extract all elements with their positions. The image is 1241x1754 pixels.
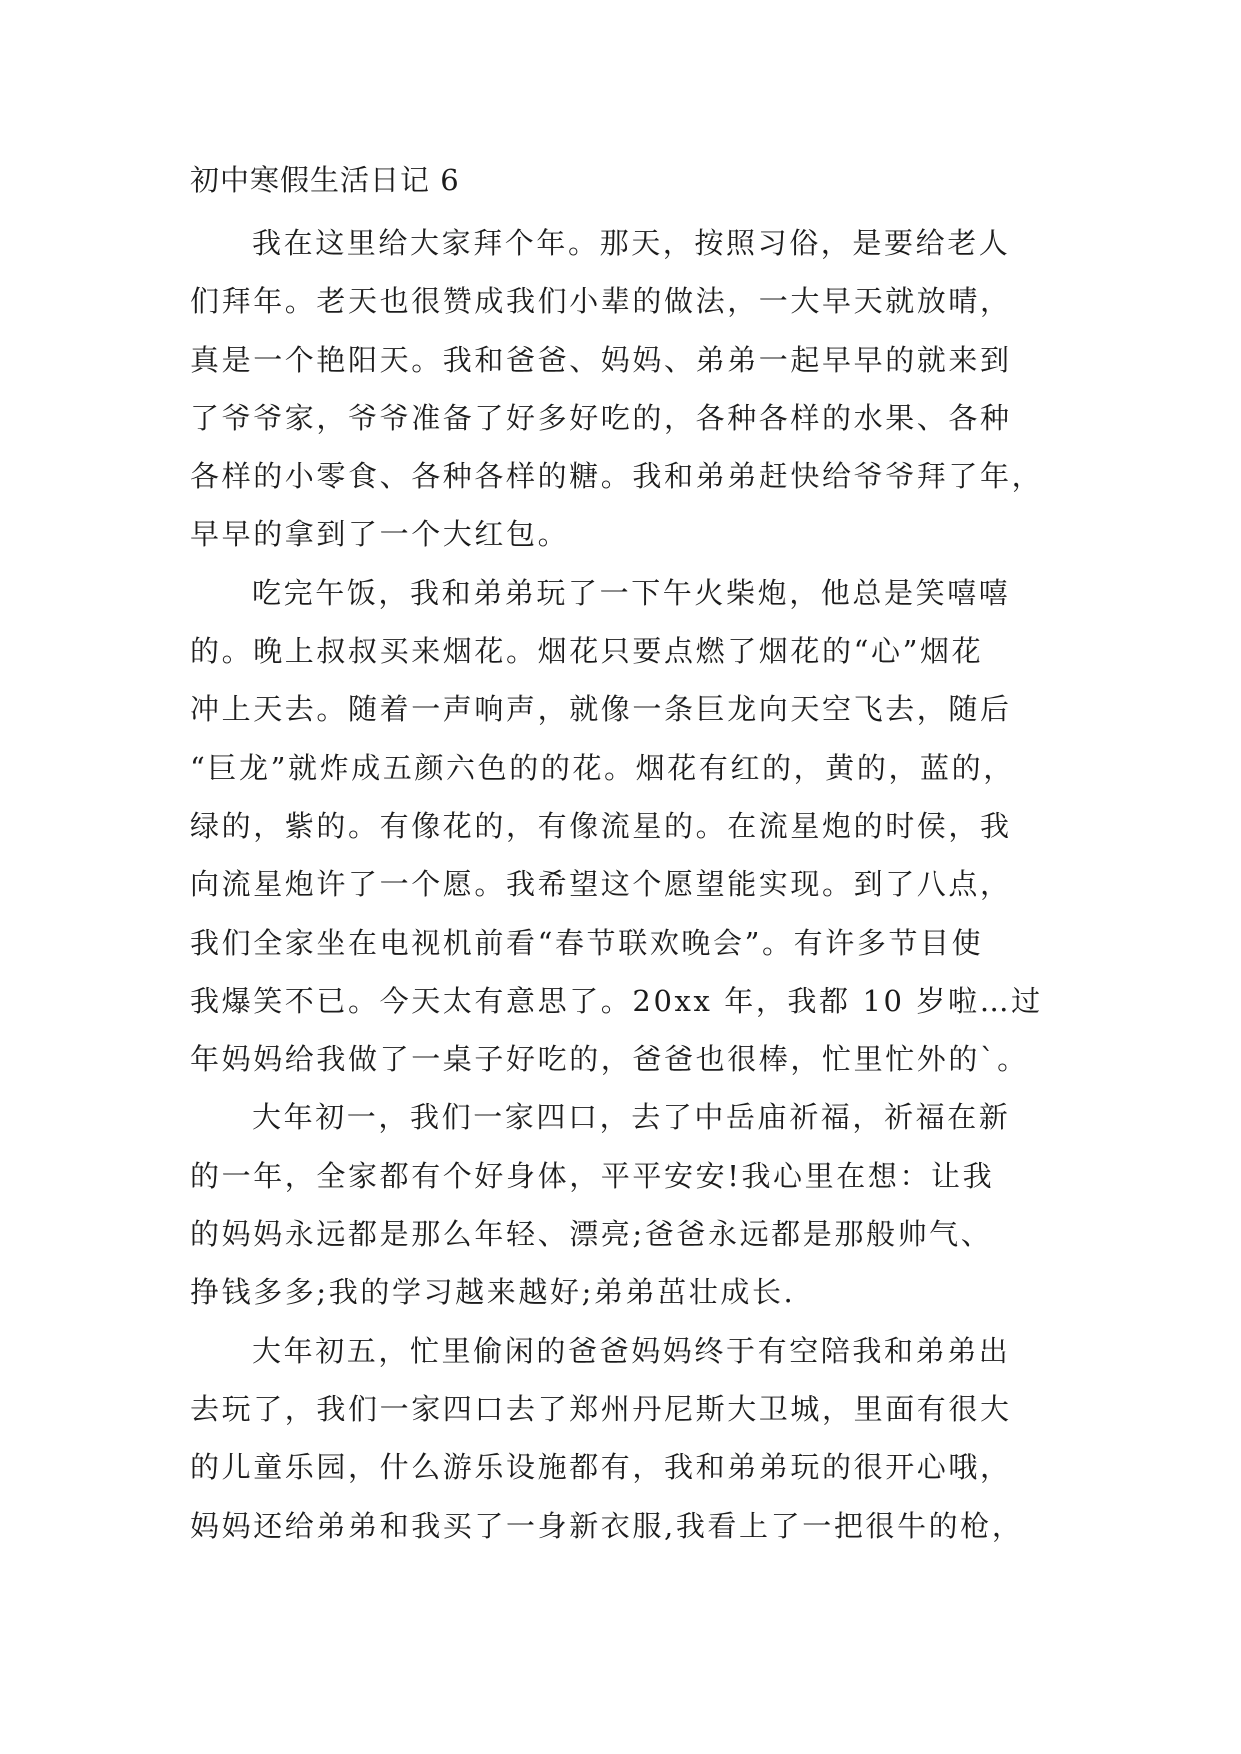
document-body (190, 160, 1050, 1555)
text-line: 我在这里给大家拜个年。那天，按照习俗，是要给老人 (252, 226, 1011, 260)
text-line: “巨龙”就炸成五颜六色的的花。烟花有红的，黄的，蓝的， (190, 750, 1015, 785)
document-title: 初中寒假生活日记 6 (190, 163, 460, 197)
paragraph-3 (190, 1088, 1050, 1321)
text-line: 挣钱多多;我的学习越来越好;弟弟茁壮成长. (190, 1275, 796, 1310)
text-line: 去玩了，我们一家四口去了郑州丹尼斯大卫城，里面有很大 (190, 1391, 1012, 1426)
text-line: 早早的拿到了一个大红包。 (190, 517, 570, 552)
text-line: 我们全家坐在电视机前看“春节联欢晚会”。有许多节目使 (190, 925, 984, 960)
text-line: 的妈妈永远都是那么年轻、漂亮;爸爸永远都是那般帅气、 (190, 1217, 993, 1252)
text-line: 的。晚上叔叔买来烟花。烟花只要点燃了烟花的“心”烟花 (190, 634, 984, 669)
text-line: 我爆笑不已。今天太有意思了。20xx 年，我都 10 岁啦…过 (190, 983, 1043, 1018)
text-line: 绿的，紫的。有像花的，有像流星的。在流星炮的时侯，我 (190, 808, 1012, 843)
text-line: 各样的小零食、各种各样的糖。我和弟弟赶快给爷爷拜了年， (190, 459, 1044, 494)
text-line: 大年初一，我们一家四口，去了中岳庙祈福，祈福在新 (252, 1100, 1011, 1135)
text-line: 年妈妈给我做了一桌子好吃的，爸爸也很棒，忙里忙外的`。 (190, 1042, 1029, 1077)
text-line: 吃完午饭，我和弟弟玩了一下午火柴炮，他总是笑嘻嘻 (252, 575, 1011, 610)
paragraph-1 (190, 214, 1050, 564)
text-line: 了爷爷家，爷爷准备了好多好吃的，各种各样的水果、各种 (190, 400, 1012, 435)
text-line: 的儿童乐园，什么游乐设施都有，我和弟弟玩的很开心哦， (190, 1450, 1012, 1485)
text-line: 冲上天去。随着一声响声，就像一条巨龙向天空飞去，随后 (190, 692, 1012, 727)
paragraph-2 (190, 564, 1050, 1089)
text-line: 的一年，全家都有个好身体，平平安安!我心里在想：让我 (190, 1158, 995, 1193)
text-line: 妈妈还给弟弟和我买了一身新衣服,我看上了一把很牛的枪， (190, 1508, 1024, 1543)
text-line: 向流星炮许了一个愿。我希望这个愿望能实现。到了八点， (190, 867, 1012, 902)
text-line: 真是一个艳阳天。我和爸爸、妈妈、弟弟一起早早的就来到 (190, 342, 1012, 377)
text-line: 大年初五，忙里偷闲的爸爸妈妈终于有空陪我和弟弟出 (252, 1333, 1011, 1368)
paragraph-4 (190, 1322, 1050, 1555)
text-line: 们拜年。老天也很赞成我们小辈的做法，一大早天就放晴， (190, 284, 1012, 319)
